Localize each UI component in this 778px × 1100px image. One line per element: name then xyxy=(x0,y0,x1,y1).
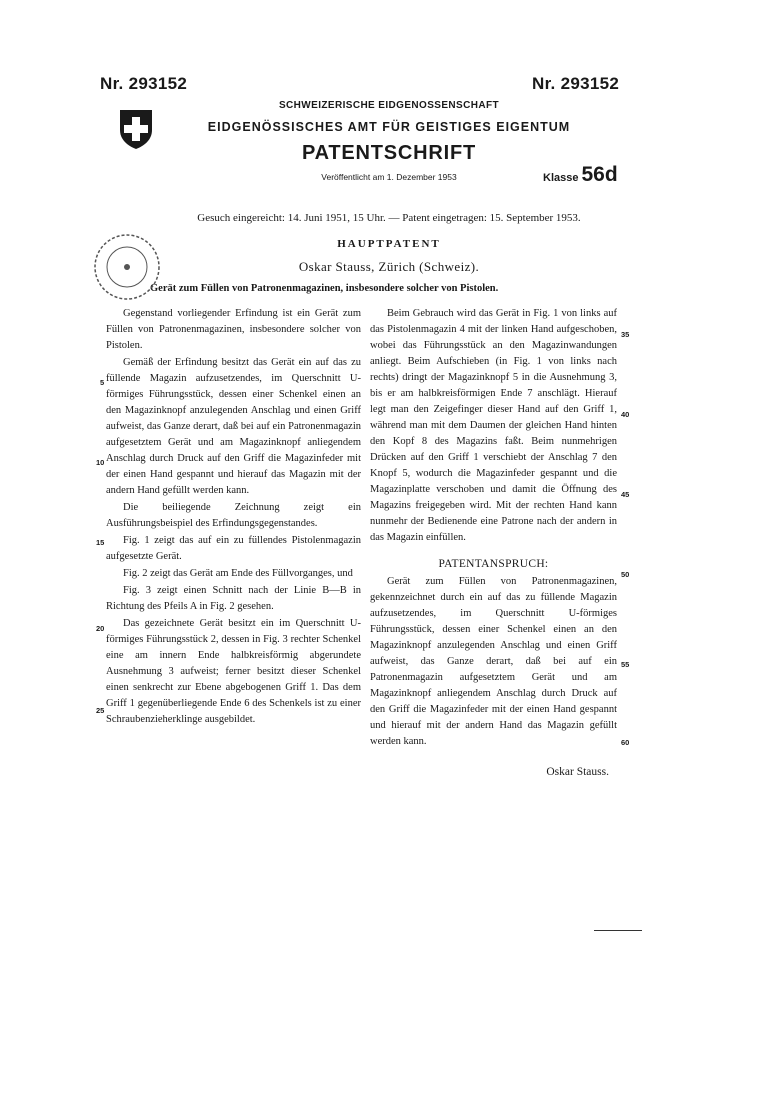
paragraph: Fig. 3 zeigt einen Schnitt nach der Linie B—B in Richtung des Pfeils A in Fig. 2 gesehen. xyxy=(106,585,361,612)
document-type: PATENTSCHRIFT xyxy=(301,142,477,164)
country-line: SCHWEIZERISCHE EIDGENOSSENSCHAFT xyxy=(278,100,500,111)
line-number: 60 xyxy=(621,738,630,747)
footer-rule xyxy=(594,930,642,931)
inventor: Oskar Stauss, Zürich (Schweiz). xyxy=(298,259,480,274)
claim-heading: PATENTANSPRUCH: xyxy=(438,558,549,570)
patent-number-left: Nr. 293152 xyxy=(100,74,188,93)
klasse xyxy=(543,163,618,187)
invention-title: Gerät zum Füllen von Patronenmagazinen, insbesondere solcher von Pistolen. xyxy=(150,283,499,294)
patent-number-right: Nr. 293152 xyxy=(532,74,620,93)
line-number: 10 xyxy=(96,458,105,467)
line-number: 35 xyxy=(621,330,630,339)
filing-info: Gesuch eingereicht: 14. Juni 1951, 15 Uhr. — Patent eingetragen: 15. September 1953. xyxy=(197,212,581,224)
left-column xyxy=(106,306,361,729)
paragraph: Das gezeichnete Gerät besitzt ein im Querschnitt U-förmiges Führungsstück 2, dessen in Fig. 3 rechter Schenkel eine am innern Ende halbkreisförmig abgerundete Ausnehmung 3 aufweist; ferner besitzt dieser Schenkel einen senkrecht zur Ebene abgebogenen Griff 1. Das dem Griff 1 gegenüberliegende Ende 6 des Schenkels ist zu einer Schraubenzieherklinge ausgebildet. xyxy=(106,618,361,725)
klasse-label: Klasse xyxy=(543,172,579,184)
klasse-value: 56d xyxy=(581,163,618,186)
line-number: 20 xyxy=(96,624,105,633)
claim-text: Gerät zum Füllen von Patronenmagazinen, gekennzeichnet durch ein auf das zu füllende Magazin aufzusetzendes, im Querschnitt U-förmiges Führungsstück, dessen einer Schenkel einen an den Magazinknopf anzulegenden Anschlag und einen Griff aufweist, das Ganze derart, daß bei auf ein Patronenmagazin aufgesetztem Gerät und am Magazinknopf anliegendem Anschlag durch Druck auf den Griff die Magazinfeder mit der einen Hand gespannt und hierauf mit der andern Hand das Magazin gefüllt werden kann. xyxy=(370,576,617,747)
publication-date: Veröffentlicht am 1. Dezember 1953 xyxy=(321,172,457,182)
right-column xyxy=(370,306,617,781)
main-patent-label: HAUPTPATENT xyxy=(337,238,441,250)
office-stamp-icon xyxy=(92,232,162,302)
line-number: 50 xyxy=(621,570,630,579)
paragraph: Fig. 1 zeigt das auf ein zu füllendes Pistolenmagazin aufgesetzte Gerät. xyxy=(106,535,361,562)
paragraph: Fig. 2 zeigt das Gerät am Ende des Füllvorganges, und xyxy=(123,568,353,579)
paragraph: Beim Gebrauch wird das Gerät in Fig. 1 von links auf das Pistolenmagazin 4 mit der linken Hand aufgeschoben, wobei das Führungsstück an den Magazinwandungen anliegt. Beim Aufschieben (in Fig. 1 von links nach rechts) dringt der Magazinknopf 5 in die Ausnehmung 3, bis er am halbkreisförmigen Ende 7 anschlägt. Hierauf legt man den Zeigefinger dieser Hand auf den Griff 1, während man mit dem Daumen der gleichen Hand hinten den Kopf 8 des Magazins faßt. Beim nunmehrigen Drücken auf den Griff 1 verschiebt der Anschlag 7 den Knopf 5, wodurch die Magazinfeder gespannt und die Magazinplatte verschoben und damit die Öffnung des Magazins freigegeben wird. Mit der rechten Hand kann nunmehr der Bedienende eine Patrone nach der andern in das Magazin einfüllen. xyxy=(370,308,617,543)
line-number: 5 xyxy=(100,378,105,387)
line-number: 45 xyxy=(621,490,630,499)
office-line: EIDGENÖSSISCHES AMT FÜR GEISTIGES EIGENTUM xyxy=(207,120,571,134)
signature: Oskar Stauss. xyxy=(546,766,609,778)
paragraph: Die beiliegende Zeichnung zeigt ein Ausführungsbeispiel des Erfindungsgegenstandes. xyxy=(106,502,361,529)
paragraph: Gemäß der Erfindung besitzt das Gerät ein auf das zu füllende Magazin aufzusetzendes, im Querschnitt U-förmiges Führungsstück, dessen einer Schenkel einen an den Magazinknopf anzulegenden Anschlag und einen Griff aufweist, das Ganze derart, daß bei auf ein Patronenmagazin aufgesetztem Gerät und am Magazinknopf anliegendem Anschlag durch Druck auf den Griff die Magazinfeder mit der einen Hand gespannt und hierauf das Magazin mit der andern Hand gefüllt werden kann. xyxy=(106,357,361,496)
paragraph: Gegenstand vorliegender Erfindung ist ein Gerät zum Füllen von Patronenmagazinen, insbesondere solcher von Pistolen. xyxy=(106,308,361,351)
line-number: 15 xyxy=(96,538,105,547)
line-number: 25 xyxy=(96,706,105,715)
line-number: 40 xyxy=(621,410,630,419)
line-number: 55 xyxy=(621,660,630,669)
